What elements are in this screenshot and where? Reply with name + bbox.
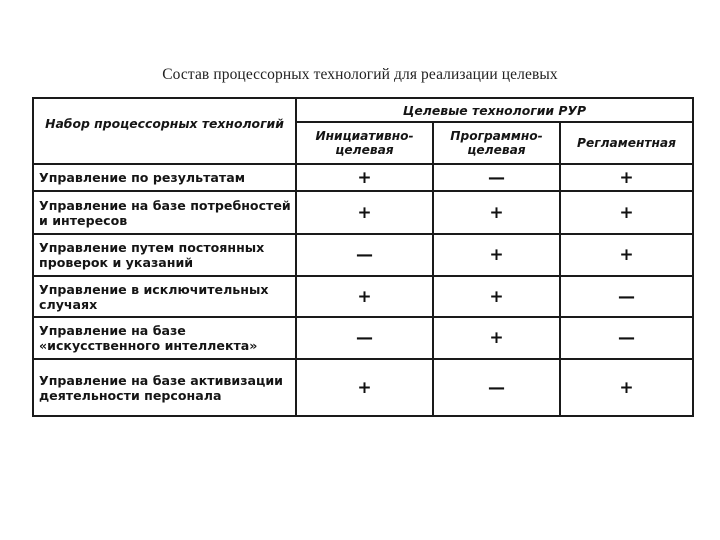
table-row [33,359,693,416]
row-value: — [296,234,433,276]
row-value: + [560,164,693,191]
row-value: + [560,359,693,416]
table-row [33,317,693,359]
row-name: Управление на базе активизации деятельности персонала [33,359,296,416]
row-value: + [296,276,433,317]
row-value: + [433,234,560,276]
row-value: + [433,276,560,317]
row-value: + [296,191,433,234]
technology-table [32,97,694,417]
row-value: + [433,191,560,234]
row-value: — [296,317,433,359]
row-value: — [433,164,560,191]
group-header: Целевые технологии РУР [296,98,693,122]
column-header-program: Программно-целевая [433,122,560,164]
row-name: Управление на базе «искусственного интеллекта» [33,317,296,359]
row-name: Управление на базе потребностей и интересов [33,191,296,234]
row-name: Управление по результатам [33,164,296,191]
column-header-regulatory: Регламентная [560,122,693,164]
row-name: Управление путем постоянных проверок и указаний [33,234,296,276]
corner-header: Набор процессорных технологий [33,98,296,164]
row-name: Управление в исключительных случаях [33,276,296,317]
table-row [33,276,693,317]
table-caption: Состав процессорных технологий для реализации целевых [162,66,558,83]
row-value: — [560,317,693,359]
row-value: + [560,234,693,276]
row-value: — [433,359,560,416]
column-header-initiative: Инициативно-целевая [296,122,433,164]
row-value: + [296,164,433,191]
table-row [33,234,693,276]
row-value: + [560,191,693,234]
table-row [33,164,693,191]
row-value: + [296,359,433,416]
row-value: + [433,317,560,359]
table-row [33,191,693,234]
row-value: — [560,276,693,317]
